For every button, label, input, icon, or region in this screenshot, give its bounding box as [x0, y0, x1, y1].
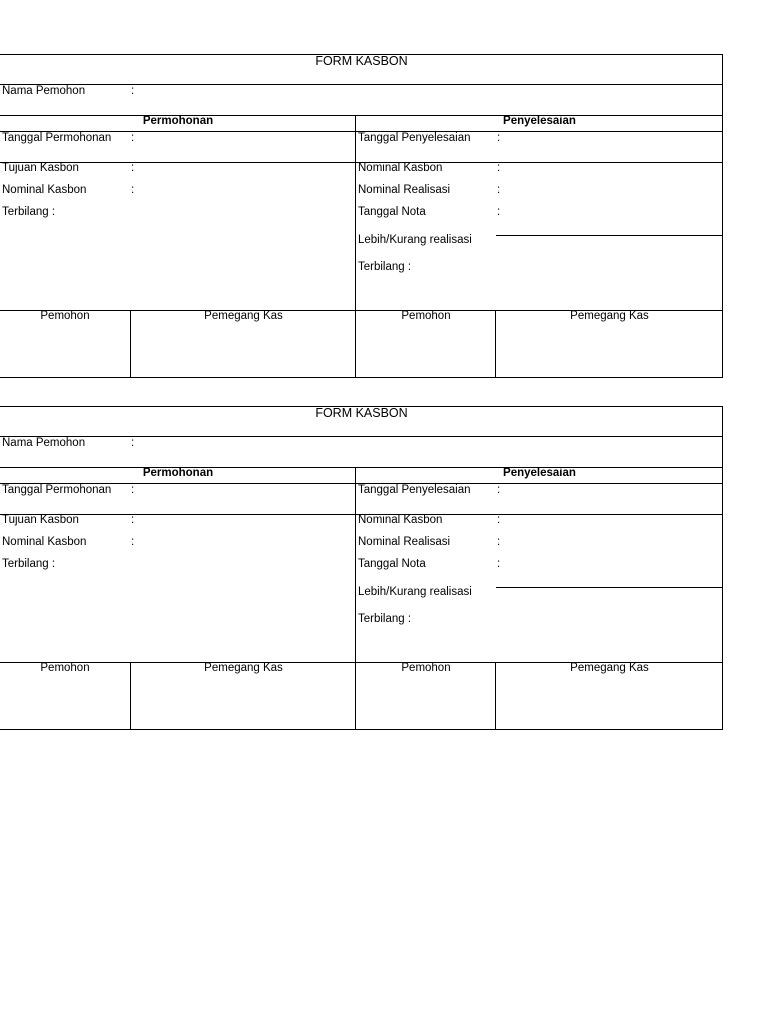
border-line: [0, 84, 723, 85]
border-line: [496, 587, 723, 588]
permohonan-header: Permohonan: [142, 467, 214, 479]
border-line: [0, 729, 723, 730]
terbilang-label: Terbilang :: [358, 613, 412, 625]
tanggal-nota-label: Tanggal Nota: [358, 206, 426, 218]
form-title: FORM KASBON: [315, 54, 408, 68]
tanggal-permohonan-label: Tanggal Permohonan: [2, 484, 112, 496]
signature-label: Pemohon: [40, 662, 90, 674]
nominal-kasbon-label: Nominal Kasbon: [2, 536, 87, 548]
signature-label: Pemohon: [401, 662, 451, 674]
colon: :: [497, 484, 501, 496]
terbilang-label: Terbilang :: [358, 261, 412, 273]
signature-label: Pemohon: [401, 310, 451, 322]
tanggal-penyelesaian-label: Tanggal Penyelesaian: [358, 132, 471, 144]
colon: :: [131, 484, 135, 496]
signature-label: Pemegang Kas: [570, 662, 649, 674]
colon: :: [497, 558, 501, 570]
border-line: [722, 54, 723, 378]
lebih-kurang-label: Lebih/Kurang realisasi: [358, 234, 472, 246]
tanggal-nota-label: Tanggal Nota: [358, 558, 426, 570]
colon: :: [497, 184, 501, 196]
signature-label: Pemegang Kas: [570, 310, 649, 322]
penyelesaian-header: Penyelesaian: [503, 115, 576, 127]
colon: :: [131, 437, 135, 449]
lebih-kurang-label: Lebih/Kurang realisasi: [358, 586, 472, 598]
signature-label: Pemegang Kas: [204, 310, 283, 322]
colon: :: [131, 514, 135, 526]
border-line: [722, 406, 723, 730]
nominal-kasbon-label: Nominal Kasbon: [358, 514, 443, 526]
border-line: [355, 115, 356, 378]
nama-pemohon-label: Nama Pemohon: [2, 437, 86, 449]
tujuan-kasbon-label: Tujuan Kasbon: [2, 162, 79, 174]
border-line: [0, 377, 723, 378]
colon: :: [497, 162, 501, 174]
nama-pemohon-label: Nama Pemohon: [2, 85, 86, 97]
colon: :: [131, 132, 135, 144]
penyelesaian-header: Penyelesaian: [503, 467, 576, 479]
permohonan-header: Permohonan: [142, 115, 214, 127]
colon: :: [131, 184, 135, 196]
colon: :: [497, 536, 501, 548]
signature-label: Pemegang Kas: [204, 662, 283, 674]
nominal-realisasi-label: Nominal Realisasi: [358, 536, 451, 548]
tujuan-kasbon-label: Tujuan Kasbon: [2, 514, 79, 526]
border-line: [496, 235, 723, 236]
signature-label: Pemohon: [40, 310, 90, 322]
colon: :: [497, 206, 501, 218]
border-line: [355, 467, 356, 730]
tanggal-permohonan-label: Tanggal Permohonan: [2, 132, 112, 144]
colon: :: [497, 514, 501, 526]
nominal-kasbon-label: Nominal Kasbon: [358, 162, 443, 174]
border-line: [0, 436, 723, 437]
tanggal-penyelesaian-label: Tanggal Penyelesaian: [358, 484, 471, 496]
colon: :: [131, 162, 135, 174]
terbilang-label: Terbilang :: [2, 558, 56, 570]
colon: :: [131, 536, 135, 548]
colon: :: [131, 85, 135, 97]
kasbon-form-1: [0, 54, 723, 378]
form-title: FORM KASBON: [315, 406, 408, 420]
colon: :: [497, 132, 501, 144]
kasbon-form-2: [0, 406, 723, 730]
nominal-kasbon-label: Nominal Kasbon: [2, 184, 87, 196]
terbilang-label: Terbilang :: [2, 206, 56, 218]
nominal-realisasi-label: Nominal Realisasi: [358, 184, 451, 196]
